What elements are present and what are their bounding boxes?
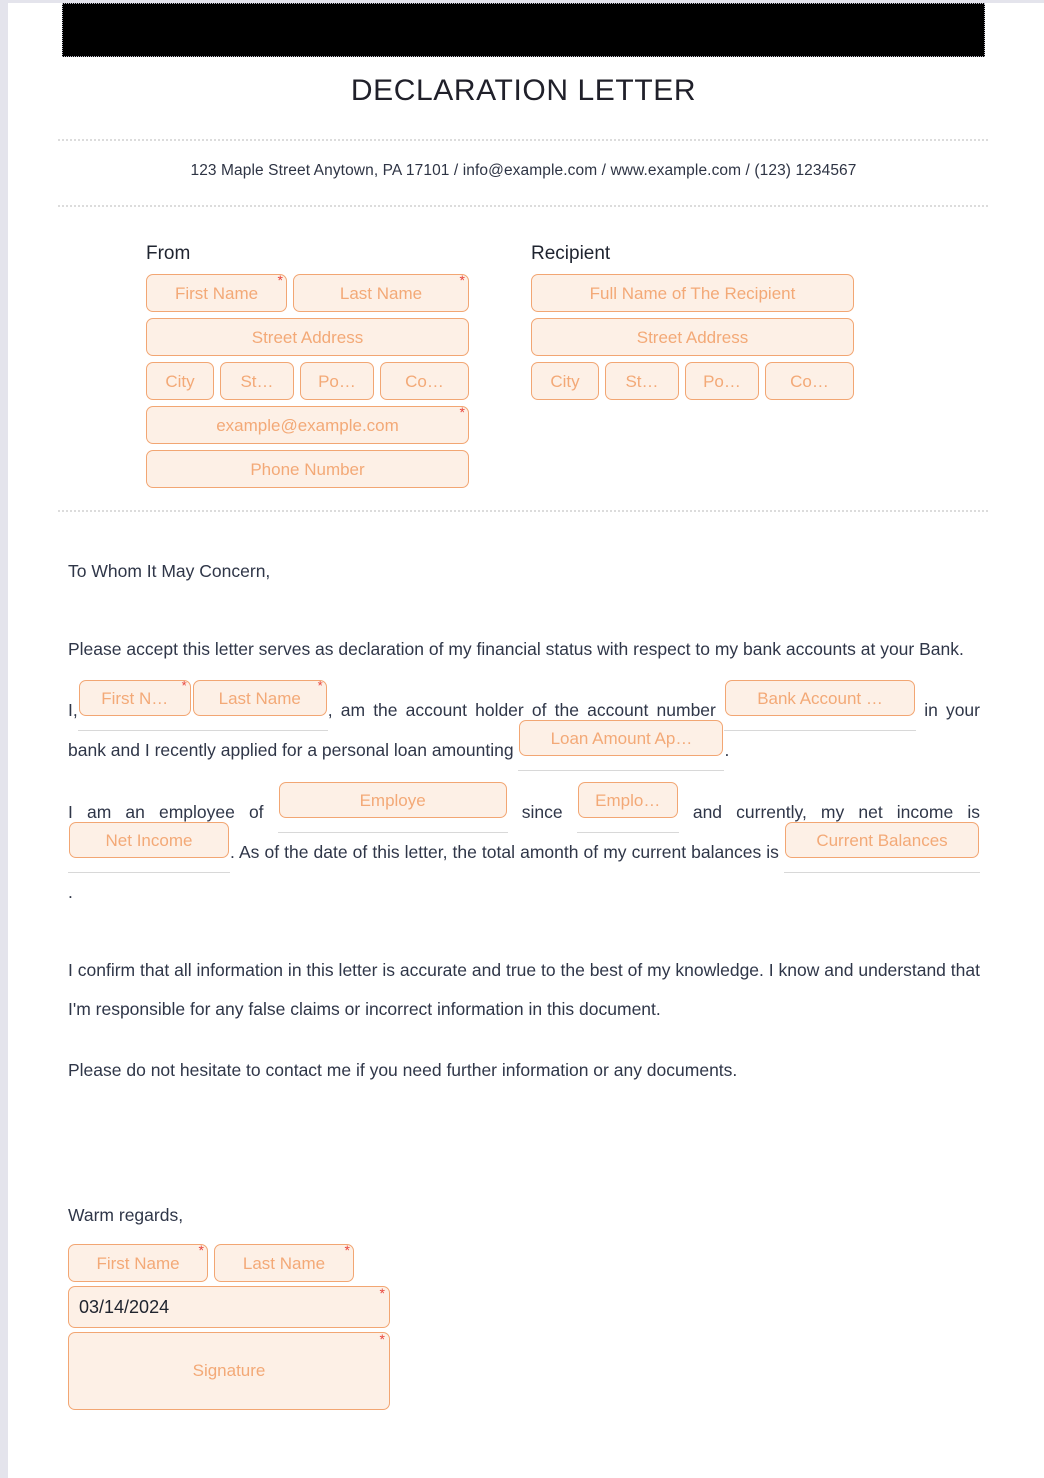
paragraph-confirmation: I confirm that all information in this letter is accurate and true to the best of my knowledge. I know and understand that I'm responsible for any false claims or incorrect information in this document. bbox=[68, 960, 980, 1019]
body-spacer-1 bbox=[68, 591, 980, 630]
p3-employer-underline bbox=[278, 793, 508, 833]
divider-under-contact bbox=[58, 205, 988, 207]
recipient-full-name-field[interactable]: Full Name of The Recipient bbox=[531, 274, 854, 312]
p2-name-underline bbox=[78, 691, 328, 731]
recipient-street-address-field[interactable]: Street Address bbox=[531, 318, 854, 356]
employer-name-field[interactable]: Employe bbox=[279, 782, 507, 818]
letter-body bbox=[68, 552, 980, 1090]
signature-first-name-field[interactable]: First Name * bbox=[68, 1244, 208, 1282]
p3-lead-text: I am an employee of bbox=[68, 802, 264, 822]
from-last-name-field[interactable]: Last Name * bbox=[293, 274, 469, 312]
signature-date-field[interactable]: 03/14/2024 * bbox=[68, 1286, 390, 1328]
p2-mid-text: , am the account holder of the account number bbox=[327, 700, 716, 720]
p2-end-text: . bbox=[724, 740, 730, 760]
p2-loan-underline bbox=[518, 731, 724, 771]
p3-since-text: since bbox=[521, 802, 563, 822]
recipient-city-row bbox=[531, 362, 854, 400]
page-left-edge bbox=[0, 0, 8, 1478]
employment-start-date-field[interactable]: Emplo… bbox=[578, 782, 678, 818]
p3-mid-text: and currently, my net income is bbox=[692, 802, 980, 822]
paragraph-account bbox=[68, 691, 980, 771]
from-city-field[interactable]: City bbox=[146, 362, 214, 400]
from-name-row bbox=[146, 274, 469, 312]
divider-top bbox=[58, 139, 988, 141]
from-postal-code-field[interactable]: Po… bbox=[300, 362, 374, 400]
signature-placeholder-label: Signature bbox=[192, 1361, 266, 1380]
recipient-country-field[interactable]: Co… bbox=[765, 362, 854, 400]
bank-account-number-field[interactable]: Bank Account … bbox=[725, 680, 915, 716]
from-street-address-field[interactable]: Street Address bbox=[146, 318, 469, 356]
from-email-field[interactable]: example@example.com * bbox=[146, 406, 469, 444]
loan-amount-field[interactable]: Loan Amount Ap… bbox=[519, 720, 723, 756]
recipient-name-row bbox=[531, 274, 854, 312]
letter-first-name-field[interactable]: First N… * bbox=[79, 680, 191, 716]
body-spacer-5 bbox=[68, 1029, 980, 1051]
from-street-row bbox=[146, 318, 469, 356]
signature-pad-field[interactable] bbox=[68, 1332, 390, 1410]
page-title: DECLARATION LETTER bbox=[350, 74, 697, 107]
header-logo-banner[interactable] bbox=[62, 3, 985, 57]
p3-end-text: . bbox=[68, 882, 73, 902]
p3-cont-text: . As of the date of this letter, the total amonth of my current balances is bbox=[230, 842, 779, 862]
divider-under-address bbox=[58, 510, 988, 512]
paragraph-contact: Please do not hesitate to contact me if you need further information or any documents. bbox=[68, 1060, 738, 1080]
body-spacer-3 bbox=[68, 771, 980, 793]
recipient-state-field[interactable]: St… bbox=[605, 362, 679, 400]
recipient-street-row bbox=[531, 318, 854, 356]
company-contact-line: 123 Maple Street Anytown, PA 17101 / info@example.com / www.example.com / (123) 1234567 bbox=[190, 162, 857, 179]
recipient-block bbox=[531, 243, 854, 406]
p2-cont-text: in your bank and I recently applied for a personal loan amounting bbox=[68, 700, 980, 760]
from-phone-row bbox=[146, 450, 469, 488]
p2-bank-underline bbox=[724, 691, 916, 731]
p3-net-income-underline bbox=[68, 833, 230, 873]
body-spacer-4 bbox=[68, 912, 980, 951]
paragraph-employment bbox=[68, 793, 980, 912]
from-email-row bbox=[146, 406, 469, 444]
recipient-heading: Recipient bbox=[531, 243, 611, 264]
letter-last-name-field[interactable]: Last Name * bbox=[193, 680, 327, 716]
current-balances-field[interactable]: Current Balances bbox=[785, 822, 979, 858]
from-heading: From bbox=[146, 243, 191, 264]
from-city-row bbox=[146, 362, 469, 400]
p2-lead-text: I, bbox=[68, 700, 78, 720]
recipient-postal-code-field[interactable]: Po… bbox=[685, 362, 759, 400]
paragraph-intro: Please accept this letter serves as declaration of my financial status with respect to my bank accounts at your Bank. bbox=[68, 639, 964, 659]
net-income-field[interactable]: Net Income bbox=[69, 822, 229, 858]
from-country-field[interactable]: Co… bbox=[380, 362, 469, 400]
from-first-name-field[interactable]: First Name * bbox=[146, 274, 287, 312]
p3-current-balances-underline bbox=[784, 833, 980, 873]
from-state-field[interactable]: St… bbox=[220, 362, 294, 400]
closing-salutation: Warm regards, bbox=[68, 1205, 184, 1225]
signature-last-name-field[interactable]: Last Name * bbox=[214, 1244, 354, 1282]
from-block bbox=[146, 243, 469, 494]
signature-block bbox=[68, 1205, 390, 1410]
from-phone-field[interactable]: Phone Number bbox=[146, 450, 469, 488]
recipient-city-field[interactable]: City bbox=[531, 362, 599, 400]
p3-employment-date-underline bbox=[577, 793, 679, 833]
salutation: To Whom It May Concern, bbox=[68, 561, 271, 581]
signature-name-row bbox=[68, 1244, 390, 1282]
